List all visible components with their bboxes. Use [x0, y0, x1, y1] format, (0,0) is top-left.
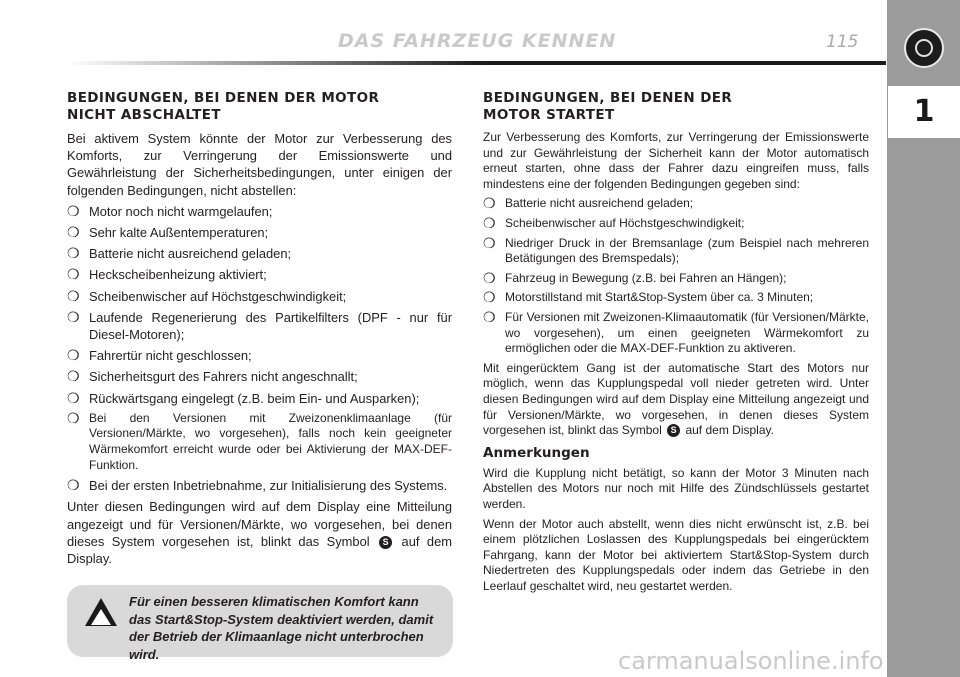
- right-column: [483, 90, 869, 599]
- list-item-text: Motor noch nicht warmgelaufen;: [89, 203, 273, 219]
- left-bullet-list: [67, 203, 452, 495]
- right-para-tail: auf dem Display.: [685, 423, 774, 438]
- list-item: [67, 347, 452, 364]
- list-item: [67, 288, 452, 305]
- list-item-text: Batterie nicht ausreichend geladen;: [505, 196, 694, 211]
- list-item: [67, 203, 452, 220]
- list-item: [483, 216, 869, 232]
- bullet-marker: ❍: [67, 245, 80, 262]
- bullet-marker: ❍: [483, 195, 496, 212]
- start-stop-symbol-icon: S: [667, 424, 680, 437]
- page-number: 115: [826, 32, 859, 52]
- bullet-marker: ❍: [67, 368, 80, 385]
- list-item-text: Scheibenwischer auf Höchstgeschwindigkeit;: [505, 215, 745, 230]
- bullet-marker: ❍: [483, 308, 496, 325]
- bullet-marker: ❍: [67, 409, 80, 426]
- list-item: [483, 290, 869, 306]
- list-item-text: Motorstillstand mit Start&Stop-System über ca. 3 Minuten;: [505, 290, 814, 305]
- right-heading: [483, 90, 869, 124]
- running-header-title: DAS FAHRZEUG KENNEN: [338, 30, 617, 52]
- list-item-text: Laufende Regenerierung des Partikelfilters (DPF - nur für Diesel-Motoren);: [89, 309, 452, 343]
- list-item: [67, 390, 452, 407]
- list-item-text: Fahrertür nicht geschlossen;: [89, 348, 252, 364]
- list-item-text: Niedriger Druck in der Bremsanlage (zum Beispiel nach mehreren Betätigungen des Bremspedals);: [505, 235, 869, 266]
- list-item: [483, 310, 869, 357]
- list-item-text: Batterie nicht ausreichend geladen;: [89, 246, 292, 262]
- left-outro-tail: auf dem Display.: [67, 533, 452, 567]
- start-stop-symbol-icon: S: [379, 536, 392, 549]
- left-heading-line2: NICHT ABSCHALTET: [67, 107, 221, 123]
- list-item: [67, 266, 452, 283]
- bullet-marker: ❍: [67, 477, 80, 494]
- list-item-text: Fahrzeug in Bewegung (z.B. bei Fahren an Hängen);: [505, 270, 787, 285]
- list-item: [483, 236, 869, 267]
- list-item-text: Bei der ersten Inbetriebnahme, zur Initialisierung des Systems.: [89, 478, 448, 494]
- bullet-marker: ❍: [483, 289, 496, 306]
- list-item: [67, 224, 452, 241]
- list-item: [67, 411, 452, 473]
- left-intro: Bei aktivem System könnte der Motor zur Verbesserung des Komforts, zur Verringerung der Emissionswerte und Gewährleistung der Sicherheitsbedingungen, unter einigen der folgenden Bedingungen, nicht abstellen:: [67, 131, 452, 198]
- brand-logo-icon: [904, 28, 944, 68]
- right-heading-line1: BEDINGUNGEN, BEI DENEN DER: [483, 90, 733, 106]
- warning-triangle-inner: [91, 609, 111, 625]
- right-bullet-list: [483, 196, 869, 356]
- right-para: [483, 361, 869, 439]
- bullet-marker: ❍: [483, 269, 496, 286]
- list-item-text: Sicherheitsgurt des Fahrers nicht angeschnallt;: [89, 369, 358, 385]
- list-item-text: Bei den Versionen mit Zweizonenklimaanlage (für Versionen/Märkte, wo vorgesehen), falls noch kein geeigneter Wärmekomfort erreicht wurde oder bei Aktivierung der MAX-DEF-Funktion.: [89, 410, 452, 472]
- list-item: [67, 245, 452, 262]
- list-item: [483, 271, 869, 287]
- bullet-marker: ❍: [67, 347, 80, 364]
- left-heading-line1: BEDINGUNGEN, BEI DENEN DER MOTOR: [67, 90, 380, 106]
- list-item-text: Heckscheibenheizung aktiviert;: [89, 267, 267, 283]
- list-item: [67, 477, 452, 494]
- notes-paragraph-1: Wird die Kupplung nicht betätigt, so kann der Motor 3 Minuten nach Abstellen des Motors nur noch mit Hilfe des Zündschlüssels gestartet werden.: [483, 465, 869, 512]
- list-item: [67, 309, 452, 343]
- right-intro: Zur Verbesserung des Komforts, zur Verringerung der Emissionswerte und zur Gewährleistung der Sicherheit kann der Motor automatisch erneut starten, ohne dass der Fahrer dazu eingreifen muss, falls mindestens eine der folgenden Bedingungen gegeben sind:: [483, 130, 869, 191]
- bullet-marker: ❍: [483, 234, 496, 251]
- list-item: [67, 368, 452, 385]
- notes-subheading: Anmerkungen: [483, 444, 590, 461]
- left-outro-text: Unter diesen Bedingungen wird auf dem Display eine Mitteilung angezeigt und für Versionen/Märkte, wo vorgesehen, bei denen dieses System vorgesehen ist, blinkt das Symbol: [67, 499, 452, 549]
- bullet-marker: ❍: [67, 202, 80, 219]
- bullet-marker: ❍: [67, 389, 80, 406]
- list-item-text: Scheibenwischer auf Höchstgeschwindigkeit;: [89, 288, 347, 304]
- left-outro: [67, 498, 452, 567]
- right-heading-line2: MOTOR STARTET: [483, 107, 615, 123]
- watermark: carmanualsonline.info: [618, 647, 884, 675]
- bullet-marker: ❍: [67, 308, 80, 325]
- warning-note-box: [67, 585, 453, 662]
- chapter-tab: 1: [888, 86, 960, 138]
- notes-paragraph-2: Wenn der Motor auch abstellt, wenn dies nicht erwünscht ist, z.B. bei einem plötzlichen Loslassen des Kupplungspedals bei eingerücktem Fahrgang, kann der Motor bei aktiviertem Start&Stop-System durch Niedertreten des Kupplungspedals oder indem das Getriebe in den Leerlauf geschaltet wird, neu gestartet werden.: [483, 516, 869, 594]
- left-heading: [67, 90, 452, 124]
- bullet-marker: ❍: [67, 266, 80, 283]
- list-item-text: Sehr kalte Außentemperaturen;: [89, 225, 269, 241]
- logo-inner-ring: [915, 39, 933, 57]
- left-column: [67, 90, 452, 571]
- bullet-marker: ❍: [67, 287, 80, 304]
- list-item-text: Rückwärtsgang eingelegt (z.B. beim Ein- und Ausparken);: [89, 390, 420, 406]
- list-item: [483, 196, 869, 212]
- warning-note-text: Für einen besseren klimatischen Komfort kann das Start&Stop-System deaktiviert werden, damit der Betrieb der Klimaanlage nicht unterbrochen wird.: [129, 594, 434, 662]
- list-item-text: Für Versionen mit Zweizonen-Klimaautomatik (für Versionen/Märkte, wo vorgesehen), um einen geeigneten Wärmekomfort zu ermöglichen oder die MAX-DEF-Funktion zu aktiveren.: [505, 309, 869, 356]
- right-para-text: Mit eingerücktem Gang ist der automatische Start des Motors nur möglich, wenn das Kupplungspedal voll nieder getreten wird. Unter diesen Bedingungen wird auf dem Display eine Mitteilung angezeigt und für Versionen/Märkte, wo vorgesehen, in denen dieses System vorgesehen ist, blinkt das Symbol: [483, 360, 869, 438]
- bullet-marker: ❍: [483, 214, 496, 231]
- bullet-marker: ❍: [67, 224, 80, 241]
- header-rule-fade: [66, 61, 486, 65]
